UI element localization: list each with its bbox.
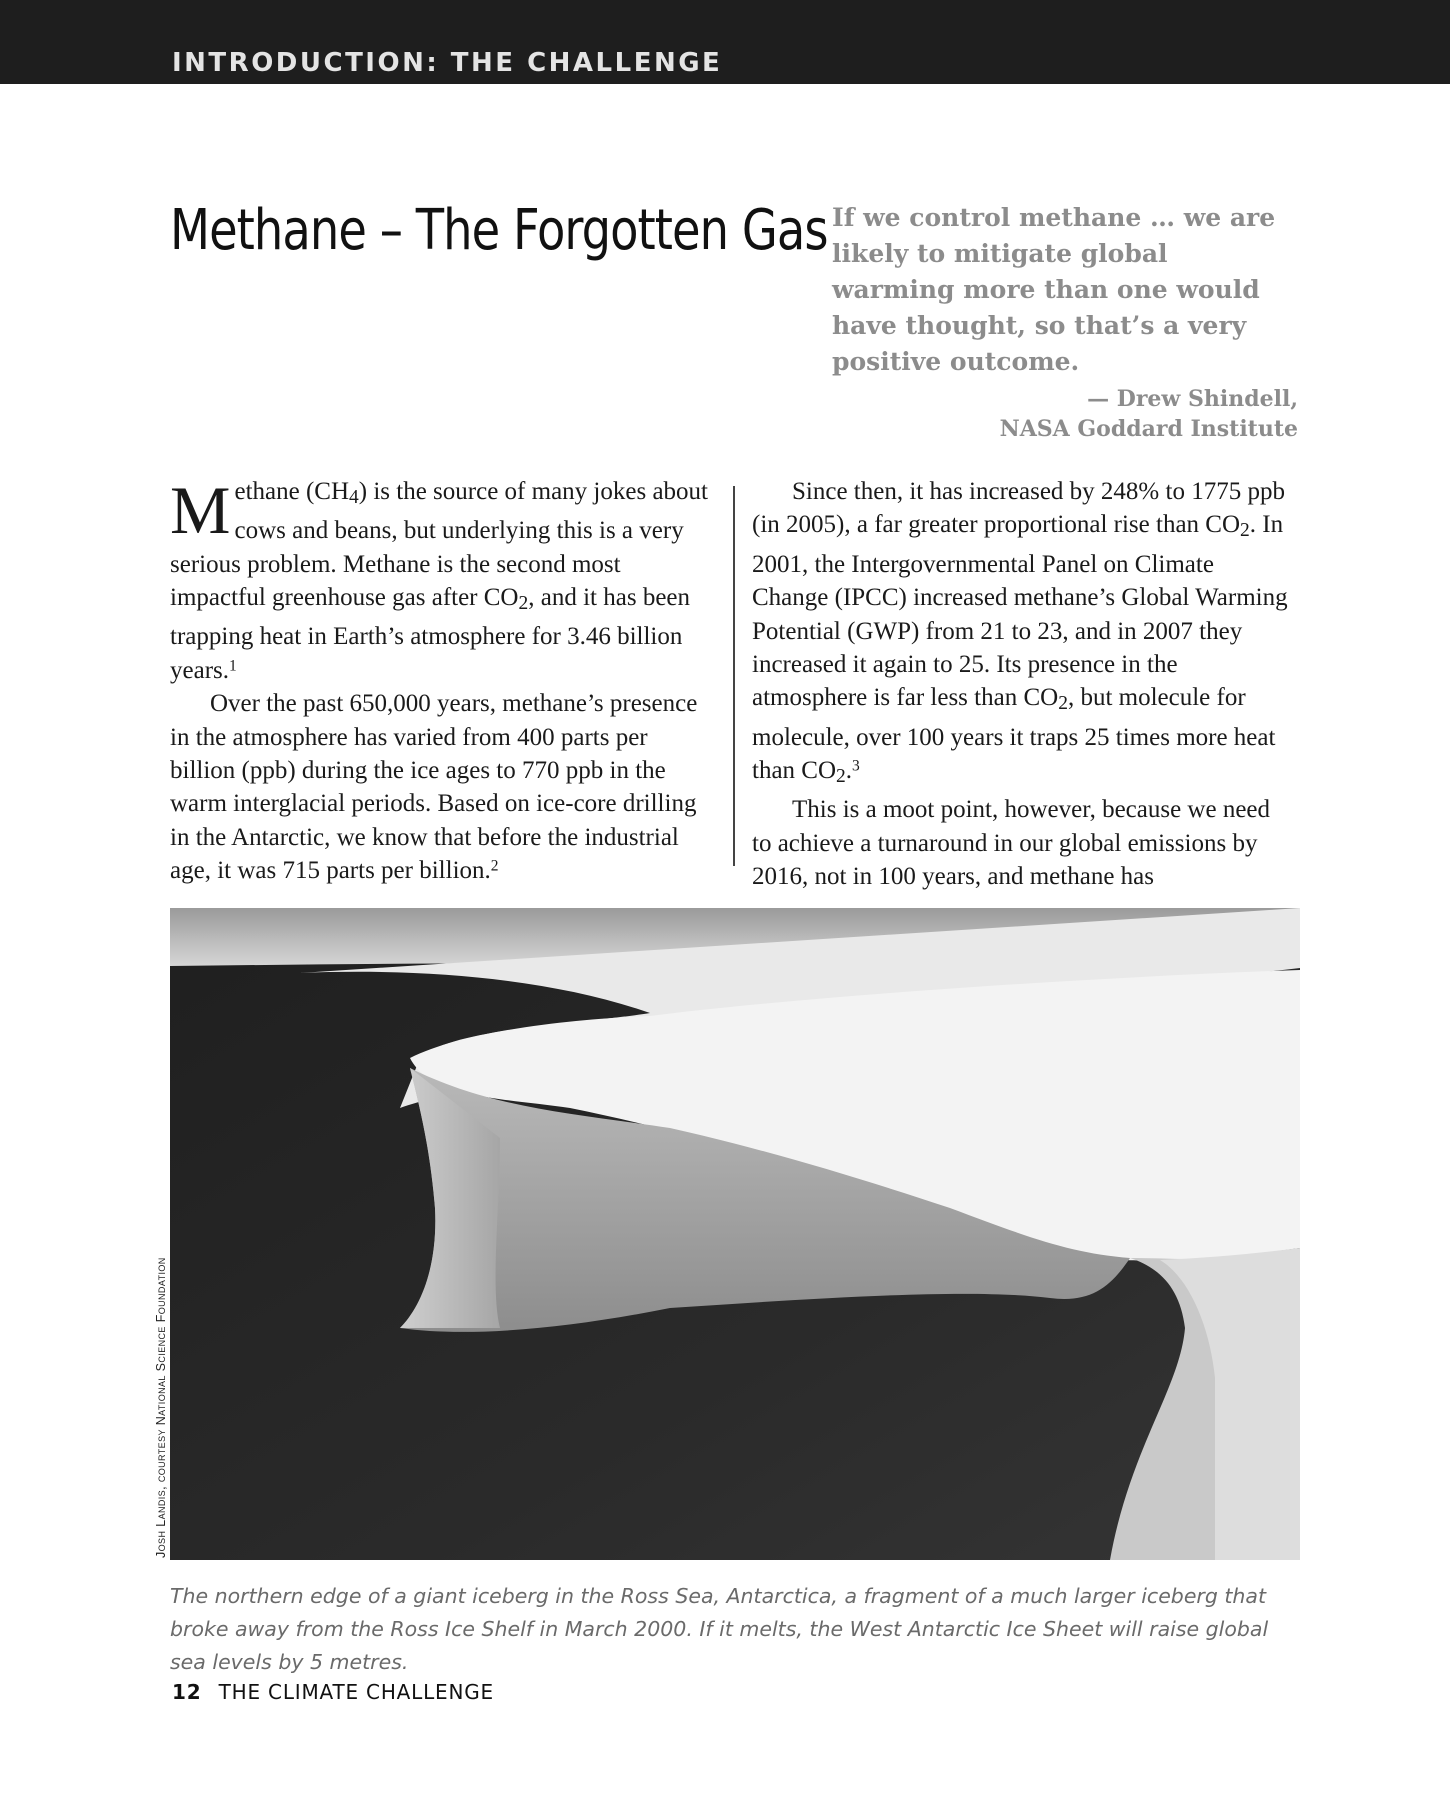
section-header-bar <box>0 0 1450 84</box>
footnote-ref: 1 <box>229 657 237 675</box>
iceberg-illustration <box>170 908 1300 1560</box>
attribution-org: NASA Goddard Institute <box>999 416 1298 442</box>
pull-quote-text: If we control methane … we are likely to mitigate global warming more than one would have thought, so that’s a very positive outcome. <box>832 203 1276 376</box>
page-footer <box>172 1680 494 1704</box>
text-run: , but molecule for molecule, over 100 years it traps 25 times more heat than CO <box>752 684 1276 785</box>
article-title: Methane – The Forgotten Gas <box>170 198 828 263</box>
text-run: Over the past 650,000 years, methane’s presence in the atmosphere has varied from 400 parts per billion (ppb) during the ice ages to 770 ppb in the warm interglacial periods. Based on ice-core drilling in the Antarctic, we know that before the industrial age, it was 715 parts per billion. <box>170 690 698 885</box>
section-label: INTRODUCTION: THE CHALLENGE <box>172 48 723 78</box>
text-run: , and it has been trapping heat in Earth’s atmosphere for 3.46 billion years. <box>170 584 691 684</box>
footnote-ref: 3 <box>852 757 860 775</box>
pull-quote-attribution <box>832 384 1298 444</box>
drop-cap: M <box>170 472 231 548</box>
book-title: THE CLIMATE CHALLENGE <box>218 1680 494 1704</box>
pull-quote <box>832 200 1298 444</box>
subscript: 2 <box>518 593 529 614</box>
text-run: . In 2001, the Intergovernmental Panel on Climate Change (IPCC) increased methane’s Global Warming Potential (GWP) from 21 to 23, and in 2007 they increased it again to 25. Its presence in the atmosphere is far less than CO <box>752 511 1288 712</box>
text-run: Since then, it has increased by 248% to 1775 ppb (in 2005), a far greater proportional rise than CO <box>752 478 1285 539</box>
body-column-right <box>752 475 1292 894</box>
text-run: . <box>845 757 853 785</box>
text-run: This is a moot point, however, because we need to achieve a turnaround in our global emissions by 2016, not in 100 years, and methane has <box>752 796 1271 891</box>
body-paragraph-4 <box>752 793 1292 893</box>
photo-caption: The northern edge of a giant iceberg in the Ross Sea, Antarctica, a fragment of a much larger iceberg that broke away from the Ross Ice Shelf in March 2000. If it melts, the West Antarctic Ice Sheet will raise global sea levels by 5 metres. <box>170 1584 1269 1674</box>
body-column-left <box>170 472 710 888</box>
photo-credit: Josh Landis, courtesy National Science Foundation <box>154 1257 168 1558</box>
attribution-name: — Drew Shindell, <box>1087 386 1298 412</box>
body-paragraph-2 <box>170 687 710 887</box>
iceberg-photo <box>170 908 1300 1560</box>
subscript: 2 <box>1240 520 1250 542</box>
subscript: 2 <box>836 765 846 787</box>
footnote-ref: 2 <box>490 857 499 875</box>
subscript: 4 <box>349 486 359 508</box>
text-run: ) is the source of many jokes about cows and beans, but underlying this is a very serious problem. Methane is the second most impactful greenhouse gas after CO <box>170 478 708 612</box>
body-paragraph-1 <box>170 472 710 687</box>
column-divider <box>733 486 735 866</box>
body-paragraph-3 <box>752 475 1292 793</box>
subscript: 2 <box>1058 693 1068 715</box>
page-number: 12 <box>172 1680 202 1704</box>
text-run: ethane (CH <box>234 478 350 505</box>
